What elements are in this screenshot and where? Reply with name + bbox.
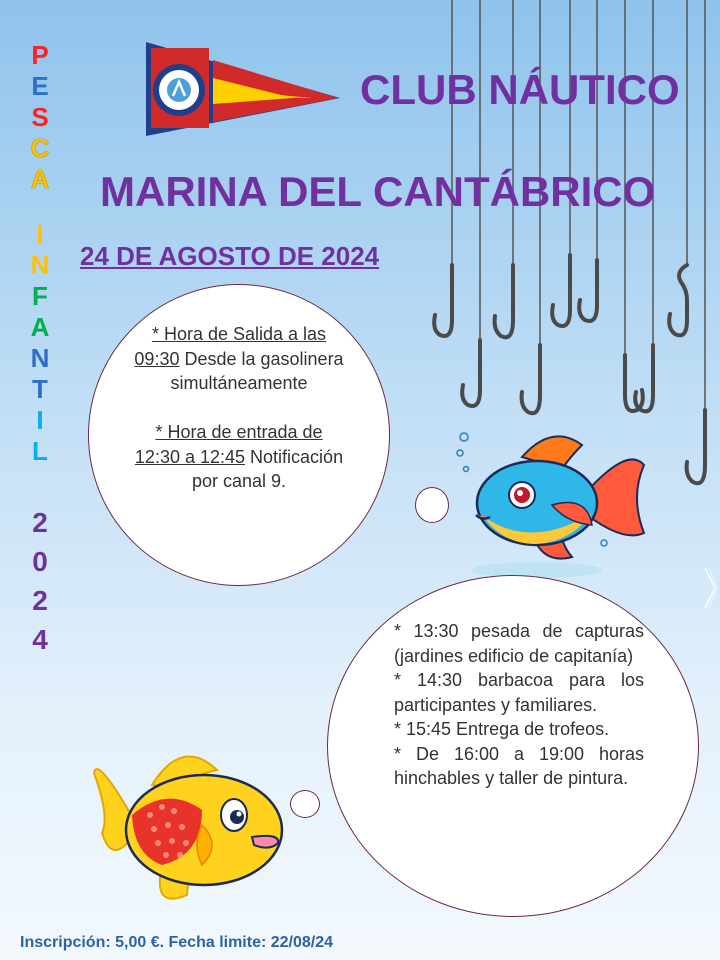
entry-time: * Hora de entrada de 12:30 a 12:45 [134,422,323,467]
letter: C [30,133,50,163]
letter: T [32,374,48,404]
blue-fish-icon [452,425,652,580]
gold-fish-icon [92,745,292,910]
thought-bubble-icon [415,487,449,523]
letter: N [30,343,50,373]
letter: N [30,250,50,280]
club-title-line1: CLUB NÁUTICO [360,66,680,113]
chevron-right-icon[interactable] [703,566,717,610]
departure-time: * Hora de Salida a las 09:30 [134,324,327,369]
letter: A [30,312,50,342]
departure-place: Desde la gasolinera simultáneamente [170,348,344,393]
thought-bubble-icon [290,790,320,818]
schedule-item: * 14:30 barbacoa para los participantes y familiares. [394,670,644,715]
schedule-item: * De 16:00 a 19:00 horas hinchables y taller de pintura. [394,743,644,788]
schedule-item: * 13:30 pesada de capturas (jardines edificio de capitanía) [394,621,644,666]
vertical-title [22,40,58,659]
letter: 2 [32,585,48,616]
event-date: 24 DE AGOSTO DE 2024 [80,241,380,271]
letter: L [32,436,48,466]
letter: I [36,219,44,249]
registration-info: Inscripción: 5,00 €. Fecha limite: 22/08/24 [20,934,334,951]
club-pennant-icon [143,40,343,140]
letter: F [32,281,48,311]
letter: S [31,102,49,132]
schedule-item: * 15:45 Entrega de trofeos. [394,719,610,739]
letter: E [31,71,49,101]
schedule-bubble-1-text [134,322,344,494]
club-title-line2: MARINA DEL CANTÁBRICO [100,168,656,215]
letter: 2 [32,507,48,538]
schedule-bubble-2-text [394,619,644,791]
letter: A [30,164,50,194]
entry-notice: Notificación por canal 9. [191,446,344,491]
letter: P [31,40,49,70]
letter: I [36,405,44,435]
letter: 0 [32,546,48,577]
letter: 4 [32,624,48,655]
